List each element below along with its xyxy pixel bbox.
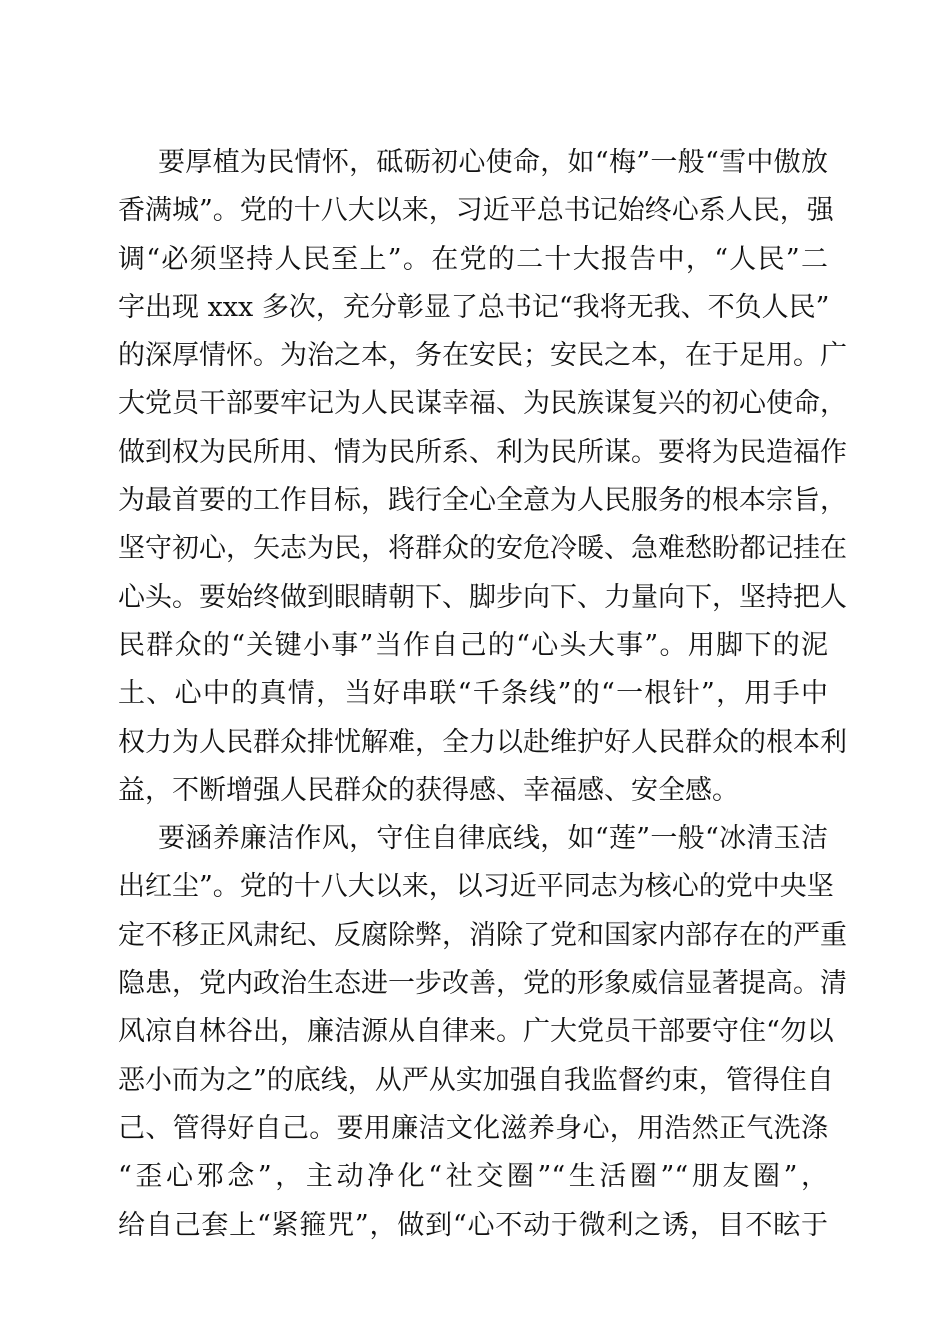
- paragraph-2-line-5: 风凉自林谷出，廉洁源从自律来。广大党员干部要守住“勿以: [118, 1016, 834, 1048]
- paragraph-1-line-10: 心头。要始终做到眼睛朝下、脚步向下、力量向下，坚持把人: [118, 581, 847, 613]
- paragraph-1-line-13: 权力为人民群众排忧解难，全力以赴维护好人民群众的根本利: [118, 726, 847, 758]
- paragraph-2-line-6: 恶小而为之”的底线，从严从实加强自我监督约束，管得住自: [118, 1064, 834, 1096]
- paragraph-1-line-12: 土、心中的真情，当好串联“千条线”的“一根针”，用手中: [118, 678, 828, 710]
- paragraph-2-line-9: 给自己套上“紧箍咒”，做到“心不动于微利之诱，目不眩于: [118, 1209, 828, 1241]
- paragraph-2-line-4: 隐患，党内政治生态进一步改善，党的形象威信显著提高。清: [118, 968, 847, 1000]
- paragraph-1-line-1: 要厚植为民情怀，砥砺初心使命，如“梅”一般“雪中傲放: [158, 147, 828, 178]
- paragraph-1-line-14: 益，不断增强人民群众的获得感、幸福感、安全感。: [118, 774, 739, 806]
- paragraph-2-line-3: 定不移正风肃纪、反腐除弊，消除了党和国家内部存在的严重: [118, 919, 847, 951]
- paragraph-1-line-8: 为最首要的工作目标，践行全心全意为人民服务的根本宗旨，: [118, 485, 847, 517]
- paragraph-1-line-5: 的深厚情怀。为治之本，务在安民；安民之本，在于足用。广: [118, 340, 847, 372]
- paragraph-2-line-2: 出红尘”。党的十八大以来，以习近平同志为核心的党中央坚: [118, 871, 834, 903]
- paragraph-1-line-4: 字出现 xxx 多次，充分彰显了总书记“我将无我、不负人民”: [118, 291, 830, 323]
- paragraph-1-line-6: 大党员干部要牢记为人民谋幸福、为民族谋复兴的初心使命，: [118, 388, 847, 420]
- paragraph-1-line-7: 做到权为民所用、情为民所系、利为民所谋。要将为民造福作: [118, 436, 847, 468]
- paragraph-2-line-1: 要涵养廉洁作风，守住自律底线，如“莲”一般“冰清玉洁: [158, 823, 828, 855]
- paragraph-1-line-9: 坚守初心，矢志为民，将群众的安危冷暖、急难愁盼都记挂在: [118, 533, 847, 565]
- paragraph-2-line-7: 己、管得好自己。要用廉洁文化滋养身心，用浩然正气洗涤: [118, 1112, 828, 1144]
- paragraph-1-line-3: 调“必须坚持人民至上”。在党的二十大报告中，“人民”二: [118, 243, 828, 275]
- paragraph-2-line-8: “歪心邪念”，主动净化“社交圈”“生活圈”“朋友圈”，: [118, 1161, 828, 1193]
- paragraph-1-line-2: 香满城”。党的十八大以来，习近平总书记始终心系人民，强: [118, 195, 834, 227]
- paragraph-1-line-11: 民群众的“关键小事”当作自己的“心头大事”。用脚下的泥: [118, 629, 828, 661]
- body-text: [118, 139, 847, 1250]
